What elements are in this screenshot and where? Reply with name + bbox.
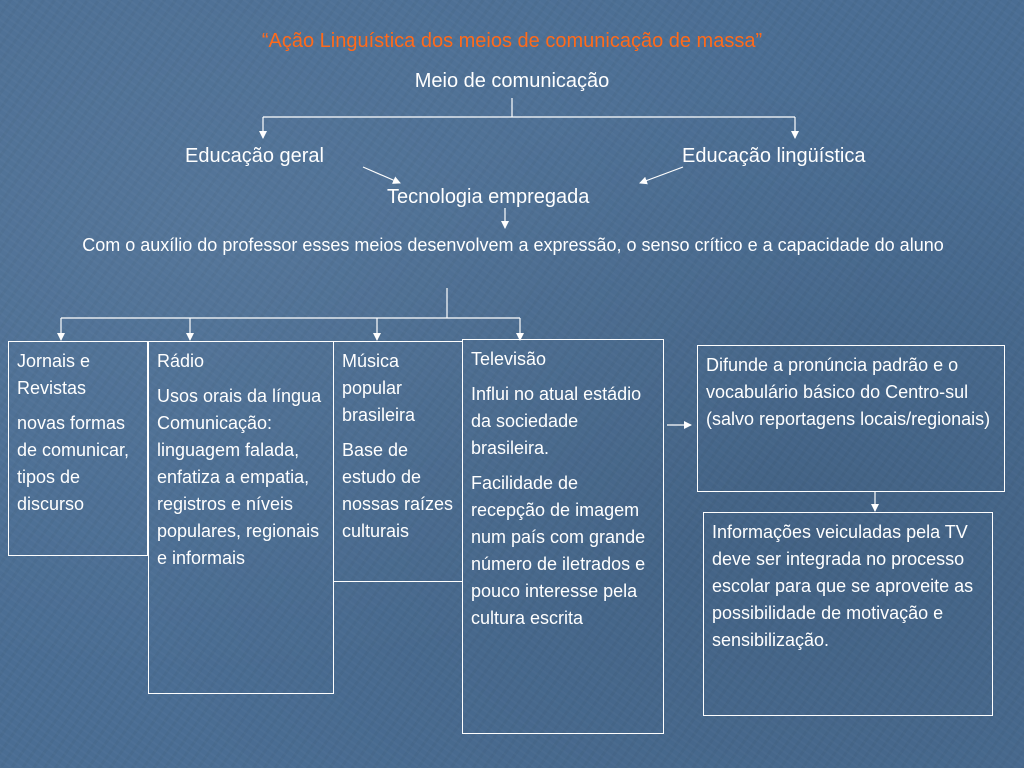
- node-educacao-geral: Educação geral: [185, 145, 324, 167]
- box-jornais-revistas: [8, 341, 148, 556]
- box-radio-heading: Rádio: [157, 351, 205, 371]
- node-statement: Com o auxílio do professor esses meios desenvolvem a expressão, o senso crítico e a capacidade do aluno: [82, 235, 944, 255]
- box-televisao-body-1: Influi no atual estádio da sociedade brasileira.: [471, 384, 642, 458]
- box-tv-conclusion: [703, 512, 993, 716]
- node-educacao-linguistica: Educação lingüística: [682, 145, 866, 167]
- box-tv-conclusion-text: Informações veiculadas pela TV deve ser integrada no processo escolar para que se aproveite as possibilidade de motivação e sensibilização.: [712, 522, 974, 650]
- arrow-linguistica-to-tecnologia: [640, 167, 683, 183]
- box-televisao-heading: Televisão: [471, 349, 547, 369]
- box-musica-popular: [333, 341, 463, 582]
- box-radio: [148, 341, 334, 694]
- node-meio-de-comunicacao: Meio de comunicação: [414, 70, 610, 92]
- box-jornais-heading: Jornais e Revistas: [17, 351, 91, 398]
- box-musica-heading: Música popular brasileira: [342, 351, 416, 425]
- node-tecnologia-empregada: Tecnologia empregada: [387, 186, 590, 208]
- box-musica-body: Base de estudo de nossas raízes culturais: [342, 440, 454, 541]
- box-radio-body: Usos orais da língua Comunicação: linguagem falada, enfatiza a empatia, registros e níveis populares, regionais e informais: [157, 386, 322, 568]
- box-televisao-body-2: Facilidade de recepção de imagem num país com grande número de iletrados e pouco interesse pela cultura escrita: [471, 473, 646, 628]
- box-tv-effect-text: Difunde a pronúncia padrão e o vocabulário básico do Centro-sul (salvo reportagens locais/regionais): [706, 355, 991, 429]
- slide-title: “Ação Linguística dos meios de comunicação de massa”: [261, 30, 763, 52]
- box-televisao: [462, 339, 664, 734]
- box-tv-effect: [697, 345, 1005, 492]
- box-jornais-body: novas formas de comunicar, tipos de discurso: [17, 413, 130, 514]
- arrow-geral-to-tecnologia: [363, 167, 400, 183]
